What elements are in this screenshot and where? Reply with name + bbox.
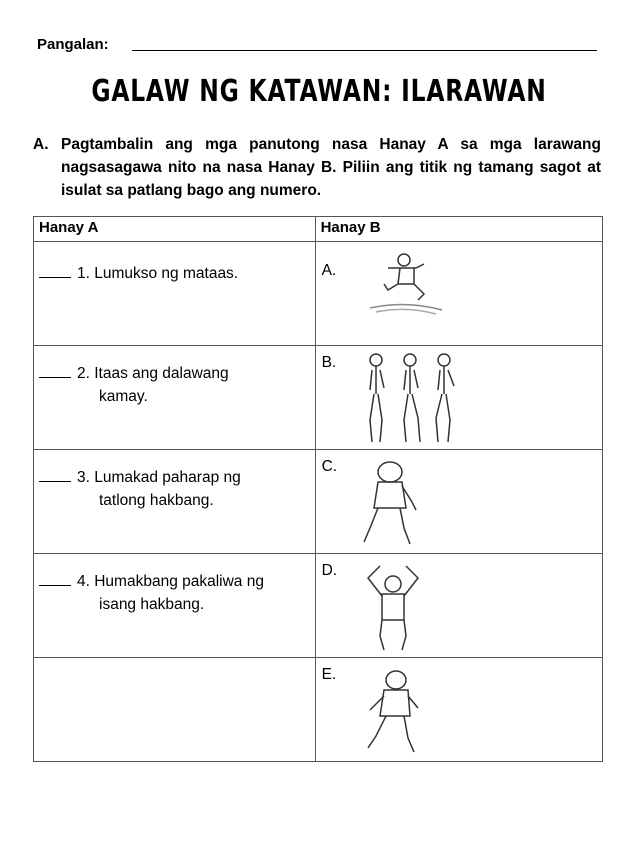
choice-e bbox=[316, 658, 602, 761]
item-text-cont: isang hakbang. bbox=[99, 596, 205, 613]
table-row bbox=[34, 554, 603, 658]
answer-blank[interactable] bbox=[39, 573, 71, 586]
item-cell bbox=[34, 554, 316, 658]
child-stepping-icon bbox=[356, 458, 426, 550]
item-cell bbox=[34, 658, 316, 762]
choice-letter: C. bbox=[321, 458, 338, 475]
item-cell bbox=[34, 450, 316, 554]
matching-table bbox=[33, 216, 603, 762]
answer-blank[interactable] bbox=[39, 265, 71, 278]
table-row bbox=[34, 242, 603, 346]
choice-b bbox=[316, 346, 602, 449]
instruction-letter: A. bbox=[33, 136, 49, 153]
name-field[interactable] bbox=[132, 50, 597, 51]
item-text-cont: kamay. bbox=[99, 388, 148, 405]
header-hanay-a: Hanay A bbox=[34, 217, 316, 242]
choice-letter: A. bbox=[321, 262, 337, 279]
child-arms-raised-icon bbox=[358, 562, 428, 654]
choice-d bbox=[316, 554, 602, 657]
table-row bbox=[34, 346, 603, 450]
item-3 bbox=[34, 450, 315, 512]
answer-blank[interactable] bbox=[39, 365, 71, 378]
instructions bbox=[33, 133, 601, 202]
table-header-row bbox=[34, 217, 603, 242]
choice-cell bbox=[315, 346, 602, 450]
item-2 bbox=[34, 346, 315, 408]
item-4 bbox=[34, 554, 315, 616]
table-row bbox=[34, 658, 603, 762]
answer-blank[interactable] bbox=[39, 469, 71, 482]
item-text: 1. Lumukso ng mataas. bbox=[77, 265, 239, 282]
name-row bbox=[37, 30, 597, 56]
table-row bbox=[34, 450, 603, 554]
item-text: 4. Humakbang pakaliwa ng bbox=[77, 573, 264, 590]
choice-letter: D. bbox=[321, 562, 338, 579]
item-text: 3. Lumakad paharap ng bbox=[77, 469, 241, 486]
choice-letter: B. bbox=[321, 354, 337, 371]
worksheet-title: GALAW NG KATAWAN: ILARAWAN bbox=[91, 74, 547, 109]
instruction-text: Pagtambalin ang mga panutong nasa Hanay A sa mga larawang nagsasagawa nito na nasa Hanay B. Piliin ang titik ng tamang sagot at isulat sa patlang bago ang numero. bbox=[61, 136, 601, 199]
choice-c bbox=[316, 450, 602, 553]
choice-cell bbox=[315, 658, 602, 762]
choice-a bbox=[316, 242, 602, 345]
jumping-child-icon bbox=[366, 250, 446, 316]
choice-cell bbox=[315, 450, 602, 554]
item-cell bbox=[34, 346, 316, 450]
name-label: Pangalan: bbox=[37, 36, 109, 53]
item-text: 2. Itaas ang dalawang bbox=[77, 365, 229, 382]
item-cell bbox=[34, 242, 316, 346]
choice-cell bbox=[315, 554, 602, 658]
child-walking-back-icon bbox=[358, 666, 436, 758]
three-walking-children-icon bbox=[358, 350, 468, 446]
item-1 bbox=[34, 242, 315, 285]
header-hanay-b: Hanay B bbox=[315, 217, 602, 242]
item-text-cont: tatlong hakbang. bbox=[99, 492, 214, 509]
choice-letter: E. bbox=[321, 666, 337, 683]
choice-cell bbox=[315, 242, 602, 346]
